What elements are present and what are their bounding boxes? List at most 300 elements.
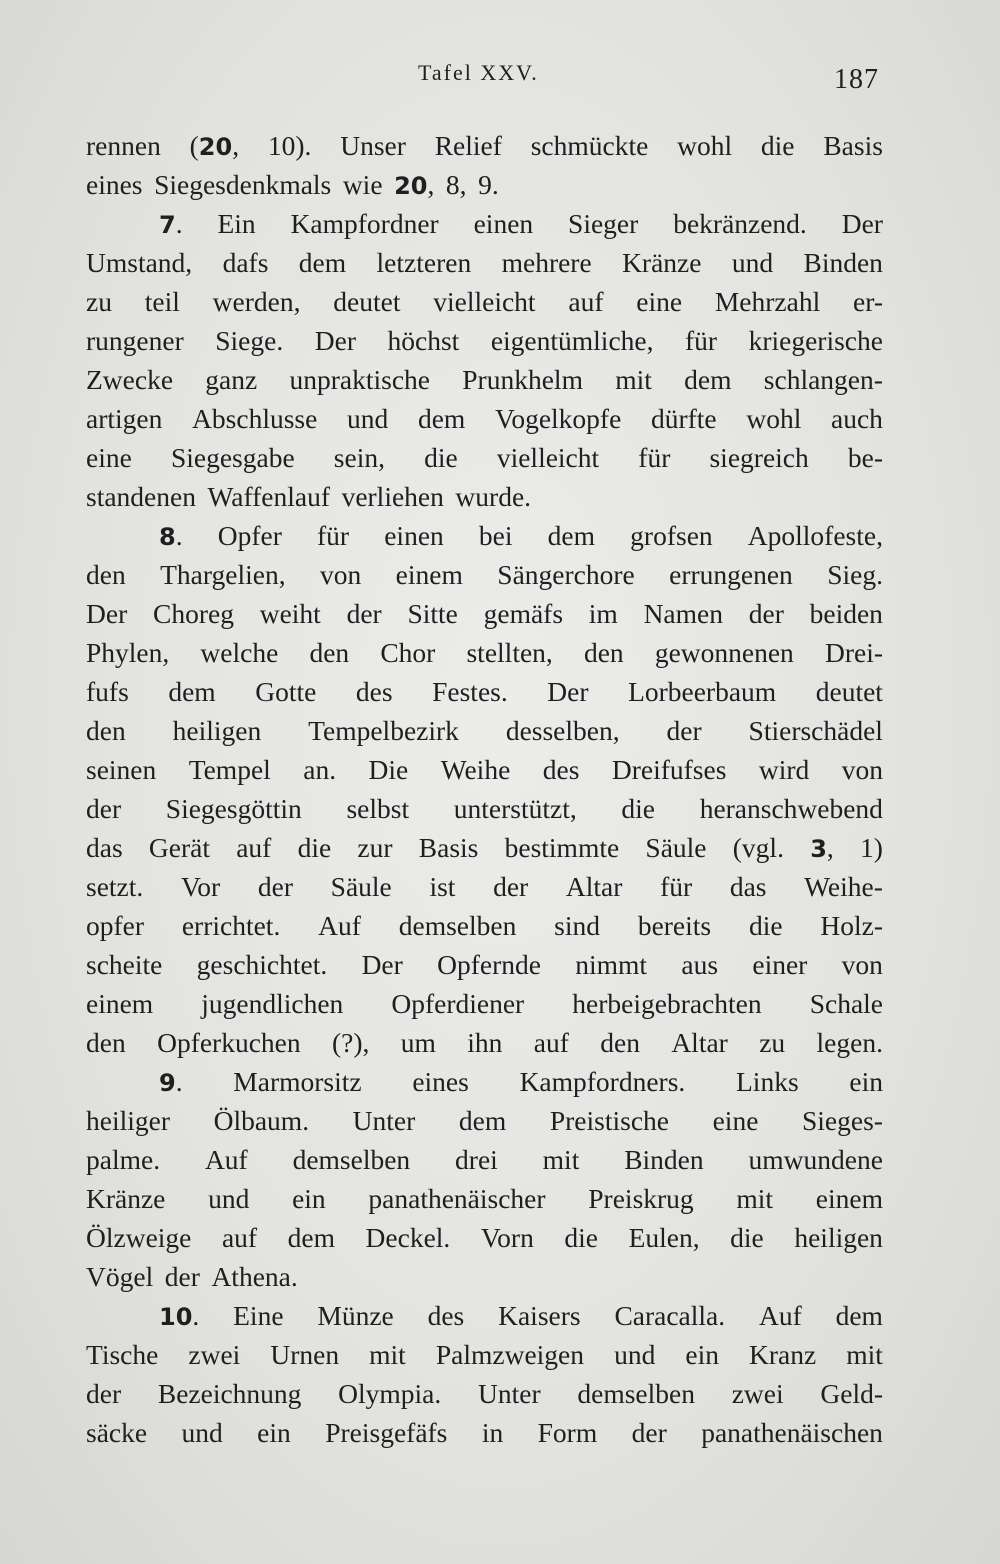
word: Die bbox=[368, 754, 409, 785]
word: der bbox=[748, 598, 784, 629]
word: Prunkhelm bbox=[462, 364, 583, 395]
word: Kaisers bbox=[498, 1300, 581, 1331]
word: palme. bbox=[86, 1144, 161, 1175]
word: im bbox=[588, 598, 618, 629]
word: wurde. bbox=[455, 481, 532, 512]
word: Kränze bbox=[86, 1183, 166, 1214]
word: Ölzweige bbox=[86, 1222, 192, 1253]
word: setzt. bbox=[86, 871, 144, 902]
word: Preiskrug bbox=[588, 1183, 694, 1214]
word: dem bbox=[168, 676, 216, 707]
word: Marmorsitz bbox=[233, 1066, 362, 1097]
word: einen bbox=[473, 208, 534, 239]
word: der bbox=[631, 1417, 667, 1448]
word: Drei- bbox=[824, 637, 883, 668]
word: Siegesgöttin bbox=[165, 793, 302, 824]
word: verliehen bbox=[341, 481, 444, 512]
word: das bbox=[86, 832, 123, 863]
word: eigentümliche, bbox=[490, 325, 654, 356]
word: fufs bbox=[86, 676, 129, 707]
word: Siegesdenkmals bbox=[154, 169, 332, 200]
word: Säule bbox=[645, 832, 707, 863]
body-text bbox=[86, 126, 883, 1452]
page-number: 187 bbox=[834, 64, 879, 95]
word: zu bbox=[759, 1027, 786, 1058]
word: beiden bbox=[809, 598, 883, 629]
word: mit bbox=[846, 1339, 883, 1370]
word: bekränzend. bbox=[673, 208, 807, 239]
word: und bbox=[181, 1417, 223, 1448]
word: panathenäischen bbox=[701, 1417, 883, 1448]
word: heiligen bbox=[172, 715, 262, 746]
word: einem bbox=[395, 559, 463, 590]
word: heiliger bbox=[86, 1105, 170, 1136]
word: scheite bbox=[86, 949, 163, 980]
word: bereits bbox=[637, 910, 712, 941]
word: des bbox=[542, 754, 580, 785]
word: Dreifufses bbox=[611, 754, 727, 785]
word: Binden bbox=[624, 1144, 704, 1175]
text-line bbox=[86, 672, 883, 711]
word: dem bbox=[298, 247, 347, 278]
word: jugendlichen bbox=[201, 988, 344, 1019]
word: der bbox=[493, 871, 529, 902]
word: in bbox=[481, 1417, 504, 1448]
word: und bbox=[347, 403, 389, 434]
word: 9. bbox=[159, 1066, 183, 1097]
word: ein bbox=[292, 1183, 326, 1214]
word: einen bbox=[384, 520, 444, 551]
word: er- bbox=[853, 286, 883, 317]
text-line bbox=[86, 1257, 883, 1296]
text-line bbox=[86, 945, 883, 984]
word: deutet bbox=[333, 286, 401, 317]
word: dem bbox=[547, 520, 596, 551]
word: demselben bbox=[292, 1144, 411, 1175]
word: Auf bbox=[204, 1144, 248, 1175]
word: dürfte bbox=[650, 403, 717, 434]
word: Gerät bbox=[148, 832, 210, 863]
word: 1) bbox=[860, 832, 883, 863]
word: rennen bbox=[86, 130, 161, 161]
word: aus bbox=[681, 949, 719, 980]
word: Thargelien, bbox=[160, 559, 286, 590]
running-title: Tafel XXV. bbox=[418, 60, 539, 85]
text-line bbox=[86, 204, 883, 243]
word: unpraktische bbox=[289, 364, 430, 395]
section-number: 7 bbox=[159, 211, 176, 239]
text-line bbox=[86, 438, 883, 477]
word: und bbox=[731, 247, 774, 278]
word: Waffenlauf bbox=[207, 481, 331, 512]
word: Kampfordner bbox=[290, 208, 439, 239]
word: Apollofeste, bbox=[747, 520, 883, 551]
word: Weihe bbox=[440, 754, 511, 785]
word: Unter bbox=[352, 1105, 416, 1136]
text-line bbox=[86, 711, 883, 750]
text-line bbox=[86, 867, 883, 906]
word: Vor bbox=[180, 871, 221, 902]
word: Eulen, bbox=[628, 1222, 700, 1253]
word: Deckel. bbox=[365, 1222, 451, 1253]
word: errungenen bbox=[669, 559, 793, 590]
word: rungener bbox=[86, 325, 184, 356]
word: Opfer bbox=[217, 520, 282, 551]
word: welche bbox=[200, 637, 279, 668]
word: standenen bbox=[86, 481, 196, 512]
word: für bbox=[317, 520, 350, 551]
word: zwei bbox=[188, 1339, 241, 1370]
word: an. bbox=[303, 754, 337, 785]
word: Kranz bbox=[749, 1339, 817, 1370]
word: um bbox=[400, 1027, 436, 1058]
section-number: 20 bbox=[394, 172, 428, 200]
word: werden, bbox=[212, 286, 301, 317]
word: Bezeichnung bbox=[157, 1378, 302, 1409]
word: herbeigebrachten bbox=[572, 988, 762, 1019]
word: Basis bbox=[823, 130, 883, 161]
word: legen. bbox=[816, 1027, 883, 1058]
word: Festes. bbox=[432, 676, 508, 707]
text-line bbox=[86, 789, 883, 828]
word: ein bbox=[685, 1339, 719, 1370]
word: heiligen bbox=[794, 1222, 883, 1253]
word: Umstand, bbox=[86, 247, 193, 278]
word: Phylen, bbox=[86, 637, 170, 668]
word: Altar bbox=[565, 871, 623, 902]
word: Auf bbox=[318, 910, 361, 941]
word: einem bbox=[86, 988, 154, 1019]
text-line bbox=[86, 984, 883, 1023]
word: von bbox=[841, 754, 883, 785]
word: nimmt bbox=[575, 949, 648, 980]
word: umwundene bbox=[748, 1144, 883, 1175]
word: geschichtet. bbox=[196, 949, 328, 980]
word: 8. bbox=[159, 520, 183, 551]
word: Sieg. bbox=[827, 559, 883, 590]
word: Siegesgabe bbox=[170, 442, 295, 473]
word: zu bbox=[86, 286, 112, 317]
word: Tische bbox=[86, 1339, 159, 1370]
word: errichtet. bbox=[181, 910, 281, 941]
word: sind bbox=[554, 910, 600, 941]
text-line bbox=[86, 477, 883, 516]
word: Preisgefäfs bbox=[325, 1417, 448, 1448]
text-line bbox=[86, 1335, 883, 1374]
text-line bbox=[86, 360, 883, 399]
section-number: 9 bbox=[159, 1069, 176, 1097]
word: dem bbox=[417, 403, 466, 434]
word: Sängerchore bbox=[497, 559, 635, 590]
text-line bbox=[86, 1101, 883, 1140]
word: von bbox=[320, 559, 362, 590]
word: Vorn bbox=[480, 1222, 534, 1253]
word: eines bbox=[412, 1066, 469, 1097]
word: die bbox=[730, 1222, 764, 1253]
word: die bbox=[424, 442, 458, 473]
section-number: 20 bbox=[198, 133, 233, 161]
word: gewonnenen bbox=[654, 637, 794, 668]
text-line bbox=[86, 165, 883, 204]
word: siegreich bbox=[709, 442, 809, 473]
text-line bbox=[86, 633, 883, 672]
word: den bbox=[600, 1027, 640, 1058]
word: höchst bbox=[387, 325, 460, 356]
word: Zwecke bbox=[86, 364, 174, 395]
word: 10. bbox=[159, 1300, 200, 1331]
word: desselben, bbox=[505, 715, 620, 746]
word: stellten, bbox=[466, 637, 553, 668]
word: Form bbox=[537, 1417, 598, 1448]
text-line bbox=[86, 555, 883, 594]
word: 8, bbox=[445, 169, 467, 200]
word: und bbox=[614, 1339, 656, 1370]
word: Holz- bbox=[820, 910, 883, 941]
text-line bbox=[86, 1140, 883, 1179]
word: der bbox=[86, 1378, 122, 1409]
word: opfer bbox=[86, 910, 145, 941]
text-line bbox=[86, 243, 883, 282]
word: Der bbox=[547, 676, 589, 707]
word: dem bbox=[458, 1105, 507, 1136]
word: säcke bbox=[86, 1417, 148, 1448]
word: heranschwebend bbox=[699, 793, 883, 824]
section-number: 8 bbox=[159, 523, 176, 551]
word: kriegerische bbox=[748, 325, 883, 356]
word: Tempelbezirk bbox=[308, 715, 459, 746]
word: weiht bbox=[259, 598, 321, 629]
text-line bbox=[86, 906, 883, 945]
word: die bbox=[760, 130, 795, 161]
word: zwei bbox=[731, 1378, 784, 1409]
word: Unter bbox=[478, 1378, 541, 1409]
word: mit bbox=[736, 1183, 774, 1214]
section-number: 3 bbox=[810, 835, 827, 863]
word: artigen bbox=[86, 403, 163, 434]
text-line bbox=[86, 321, 883, 360]
word: der bbox=[86, 793, 122, 824]
word: Schale bbox=[809, 988, 883, 1019]
word: drei bbox=[455, 1144, 498, 1175]
word: den bbox=[86, 715, 126, 746]
word: ist bbox=[429, 871, 456, 902]
word: Münze bbox=[317, 1300, 394, 1331]
word: bei bbox=[478, 520, 513, 551]
word: der bbox=[164, 1261, 200, 1292]
text-line bbox=[86, 594, 883, 633]
word: für bbox=[685, 325, 718, 356]
word: 10). bbox=[267, 130, 312, 161]
word: Der bbox=[841, 208, 883, 239]
word: Caracalla. bbox=[614, 1300, 726, 1331]
word: Der bbox=[361, 949, 403, 980]
word: zur bbox=[357, 832, 393, 863]
word: gemäfs bbox=[483, 598, 564, 629]
text-line bbox=[86, 1374, 883, 1413]
word: demselben bbox=[577, 1378, 695, 1409]
word: die bbox=[748, 910, 783, 941]
word: (20, bbox=[189, 130, 240, 161]
word: dem bbox=[684, 364, 732, 395]
word: mit bbox=[542, 1144, 580, 1175]
word: den bbox=[86, 559, 126, 590]
word: der bbox=[257, 871, 293, 902]
word: sein, bbox=[333, 442, 385, 473]
word: Vögel bbox=[86, 1261, 154, 1292]
word: mit bbox=[369, 1339, 406, 1370]
word: dem bbox=[835, 1300, 883, 1331]
word: für bbox=[638, 442, 671, 473]
word: Tempel bbox=[188, 754, 271, 785]
word: Namen bbox=[643, 598, 723, 629]
word: Mehrzahl bbox=[714, 286, 821, 317]
word: wohl bbox=[746, 403, 802, 434]
word: des bbox=[427, 1300, 465, 1331]
word: einer bbox=[752, 949, 808, 980]
word: Chor bbox=[380, 637, 436, 668]
word: Links bbox=[736, 1066, 799, 1097]
word: 7. bbox=[159, 208, 183, 239]
word: Urnen bbox=[270, 1339, 340, 1370]
text-line bbox=[86, 750, 883, 789]
word: Der bbox=[86, 598, 128, 629]
section-number: 10 bbox=[159, 1303, 193, 1331]
word: Unser bbox=[340, 130, 406, 161]
word: wird bbox=[758, 754, 810, 785]
word: auf bbox=[568, 286, 604, 317]
word: Weihe- bbox=[804, 871, 883, 902]
word: die bbox=[621, 793, 656, 824]
word: für bbox=[660, 871, 693, 902]
text-line bbox=[86, 828, 883, 867]
word: eine bbox=[636, 286, 683, 317]
word: Palmzweigen bbox=[435, 1339, 585, 1370]
word: auch bbox=[831, 403, 883, 434]
word: schlangen- bbox=[763, 364, 883, 395]
word: Stierschädel bbox=[748, 715, 883, 746]
text-line bbox=[86, 1413, 883, 1452]
word: auf bbox=[221, 1222, 258, 1253]
word: grofsen bbox=[630, 520, 713, 551]
text-line bbox=[86, 1023, 883, 1062]
word: den bbox=[583, 637, 624, 668]
word: Sieger bbox=[568, 208, 639, 239]
word: dem bbox=[287, 1222, 335, 1253]
word: Basis bbox=[418, 832, 479, 863]
word: Ein bbox=[217, 208, 256, 239]
word: demselben bbox=[398, 910, 517, 941]
word: einem bbox=[815, 1183, 883, 1214]
word: Der bbox=[314, 325, 356, 356]
word: Opfernde bbox=[437, 949, 541, 980]
word: Preistische bbox=[549, 1105, 669, 1136]
word: Athena. bbox=[211, 1261, 298, 1292]
word: eine bbox=[712, 1105, 759, 1136]
text-line bbox=[86, 1218, 883, 1257]
word: das bbox=[729, 871, 767, 902]
word: ihn bbox=[467, 1027, 503, 1058]
word: Abschlusse bbox=[192, 403, 318, 434]
word: wie bbox=[342, 169, 383, 200]
word: ein bbox=[257, 1417, 291, 1448]
word: (?), bbox=[331, 1027, 370, 1058]
text-line bbox=[86, 126, 883, 165]
word: Relief bbox=[434, 130, 502, 161]
word: Gotte bbox=[255, 676, 317, 707]
word: teil bbox=[144, 286, 180, 317]
word: auf bbox=[533, 1027, 569, 1058]
word: der bbox=[666, 715, 702, 746]
word: (vgl. bbox=[732, 832, 784, 863]
word: Sieges- bbox=[802, 1105, 883, 1136]
text-line bbox=[86, 516, 883, 555]
word: Sitte bbox=[407, 598, 458, 629]
word: selbst bbox=[346, 793, 410, 824]
word: panathenäischer bbox=[368, 1183, 546, 1214]
word: Olympia. bbox=[338, 1378, 442, 1409]
word: Opferkuchen bbox=[157, 1027, 301, 1058]
text-line bbox=[86, 1062, 883, 1101]
text-line bbox=[86, 399, 883, 438]
word: Säule bbox=[330, 871, 392, 902]
word: des bbox=[355, 676, 393, 707]
word: bestimmte bbox=[504, 832, 620, 863]
word: Auf bbox=[758, 1300, 802, 1331]
text-line bbox=[86, 1296, 883, 1335]
text-line bbox=[86, 282, 883, 321]
word: mehrere bbox=[501, 247, 592, 278]
word: ein bbox=[849, 1066, 883, 1097]
word: 3, bbox=[810, 832, 834, 863]
word: letzteren bbox=[376, 247, 472, 278]
word: Choreg bbox=[152, 598, 234, 629]
word: Opferdiener bbox=[391, 988, 525, 1019]
text-line bbox=[86, 1179, 883, 1218]
word: auf bbox=[236, 832, 272, 863]
word: ganz bbox=[205, 364, 258, 395]
word: Binden bbox=[803, 247, 883, 278]
word: und bbox=[208, 1183, 250, 1214]
word: Lorbeerbaum bbox=[628, 676, 777, 707]
word: be- bbox=[847, 442, 883, 473]
word: vielleicht bbox=[433, 286, 536, 317]
word: Ölbaum. bbox=[213, 1105, 310, 1136]
word: Geld- bbox=[820, 1378, 883, 1409]
word: dafs bbox=[222, 247, 269, 278]
word: die bbox=[564, 1222, 599, 1253]
word: Kränze bbox=[622, 247, 702, 278]
word: den bbox=[86, 1027, 126, 1058]
word: von bbox=[841, 949, 883, 980]
word: mit bbox=[615, 364, 652, 395]
word: Altar bbox=[671, 1027, 728, 1058]
word: schmückte bbox=[530, 130, 649, 161]
word: vielleicht bbox=[496, 442, 600, 473]
word: eine bbox=[86, 442, 132, 473]
word: deutet bbox=[815, 676, 883, 707]
word: unterstützt, bbox=[453, 793, 577, 824]
word: seinen bbox=[86, 754, 157, 785]
word: wohl bbox=[677, 130, 733, 161]
word: Siege. bbox=[215, 325, 284, 356]
word: 20, bbox=[394, 169, 435, 200]
word: die bbox=[297, 832, 332, 863]
word: der bbox=[346, 598, 382, 629]
word: den bbox=[309, 637, 350, 668]
word: Vogelkopfe bbox=[495, 403, 622, 434]
word: Kampfordners. bbox=[519, 1066, 686, 1097]
word: Eine bbox=[233, 1300, 284, 1331]
